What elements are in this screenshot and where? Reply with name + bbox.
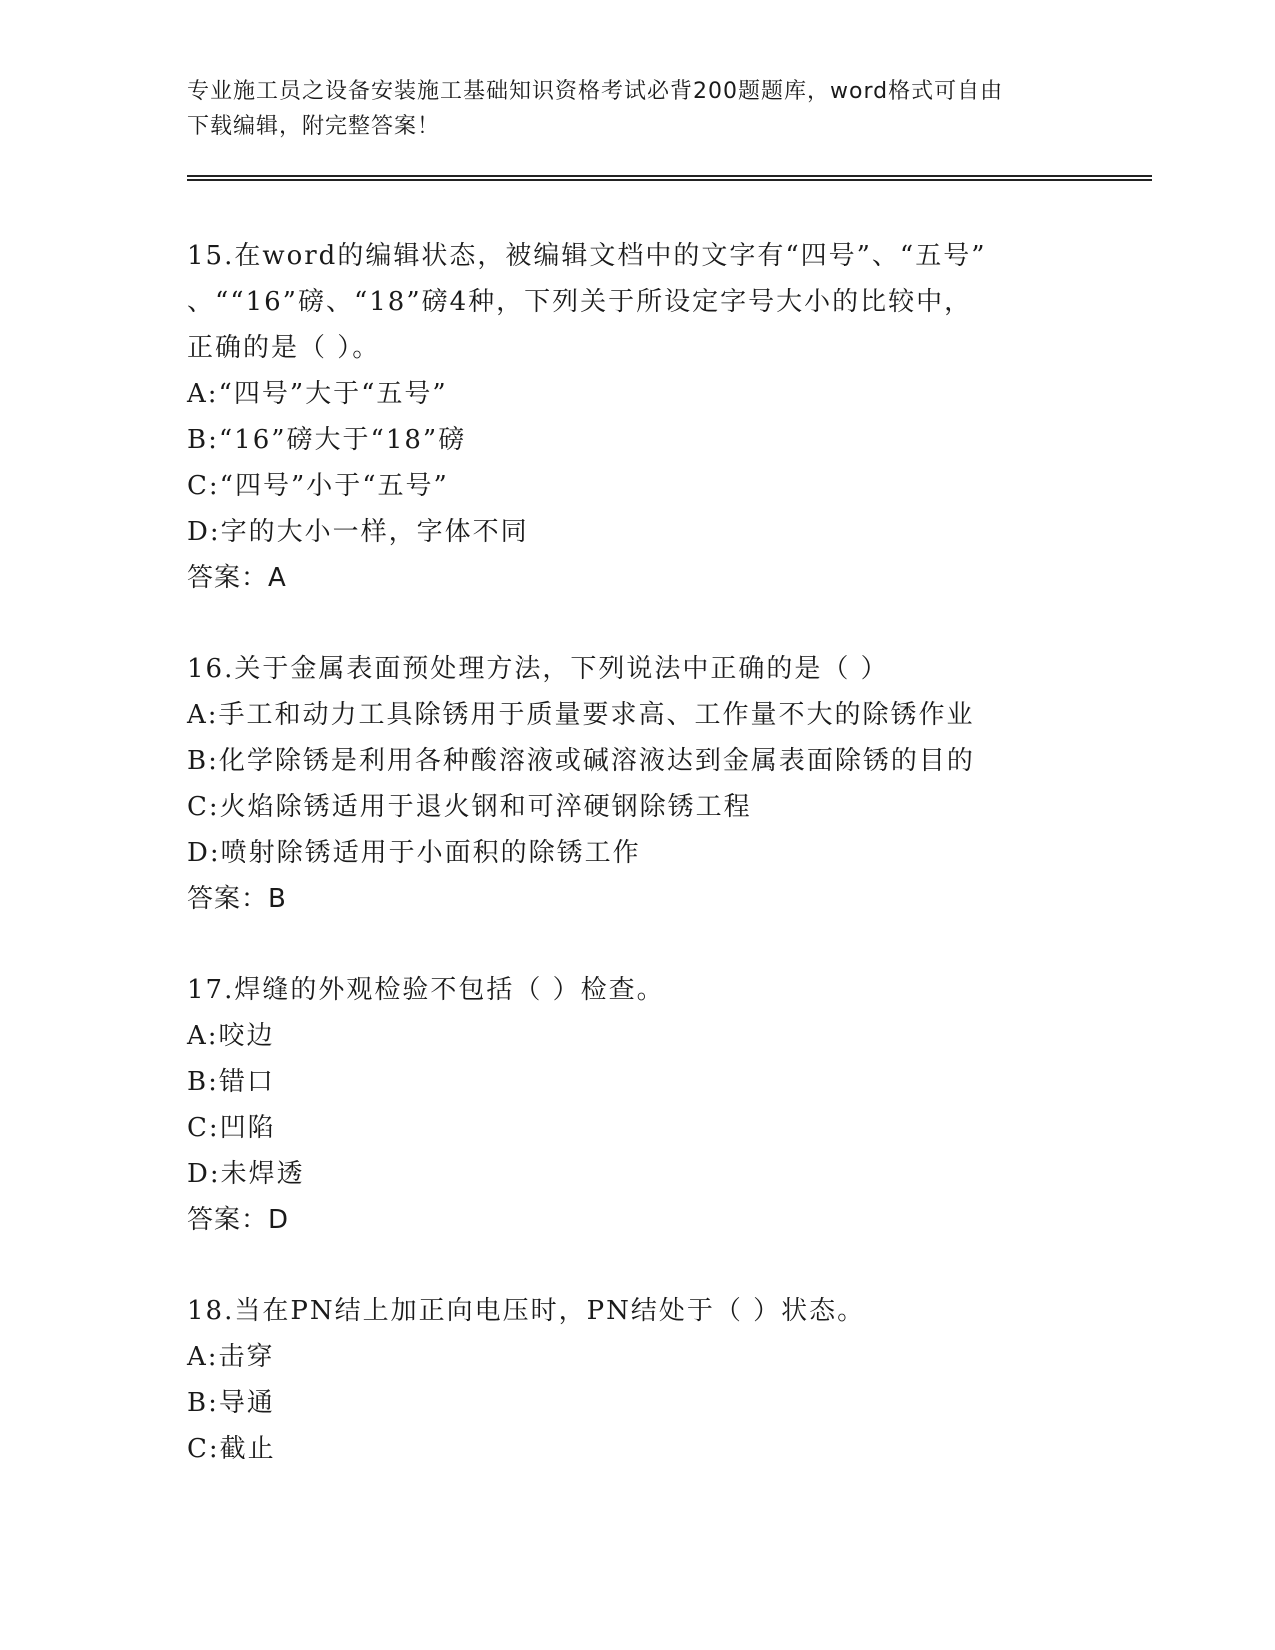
document-header	[187, 74, 1087, 144]
option-d: D:未焊透	[187, 1159, 305, 1189]
header-line-2: 下载编辑，附完整答案！	[187, 114, 441, 139]
option-c: C:火焰除锈适用于退火钢和可淬硬钢除锈工程	[187, 792, 752, 822]
question-stem-line: 18.当在PN结上加正向电压时，PN结处于（ ）状态。	[187, 1296, 866, 1326]
option-a: A:手工和动力工具除锈用于质量要求高、工作量不大的除锈作业	[187, 700, 975, 730]
question-18	[187, 1288, 1087, 1472]
question-stem-line: 、““16”磅、“18”磅4种，下列关于所设定字号大小的比较中，	[187, 287, 973, 317]
question-16	[187, 646, 1087, 922]
option-b: B:化学除锈是利用各种酸溶液或碱溶液达到金属表面除锈的目的	[187, 746, 975, 776]
option-b: B:错口	[187, 1067, 275, 1097]
question-list	[187, 233, 1087, 1517]
option-c: C:“四号”小于“五号”	[187, 471, 449, 501]
question-stem-line: 16.关于金属表面预处理方法，下列说法中正确的是（ ）	[187, 654, 889, 684]
question-15	[187, 233, 1087, 601]
option-b: B:导通	[187, 1388, 275, 1418]
answer-label: 答案：B	[187, 884, 287, 914]
question-stem-line: 15.在word的编辑状态，被编辑文档中的文字有“四号”、“五号”	[187, 241, 987, 271]
answer-label: 答案：A	[187, 563, 287, 593]
option-a: A:“四号”大于“五号”	[187, 379, 448, 409]
option-b: B:“16”磅大于“18”磅	[187, 425, 467, 455]
question-17	[187, 967, 1087, 1243]
option-a: A:击穿	[187, 1342, 275, 1372]
option-d: D:喷射除锈适用于小面积的除锈工作	[187, 838, 641, 868]
option-d: D:字的大小一样，字体不同	[187, 517, 529, 547]
option-a: A:咬边	[187, 1021, 275, 1051]
question-stem-line: 17.焊缝的外观检验不包括（ ）检查。	[187, 975, 665, 1005]
option-c: C:截止	[187, 1434, 276, 1464]
header-line-1: 专业施工员之设备安装施工基础知识资格考试必背200题题库，word格式可自由	[187, 79, 1004, 104]
option-c: C:凹陷	[187, 1113, 276, 1143]
answer-label: 答案：D	[187, 1205, 290, 1235]
question-stem-line: 正确的是（ ）。	[187, 333, 381, 363]
header-divider	[187, 175, 1152, 181]
